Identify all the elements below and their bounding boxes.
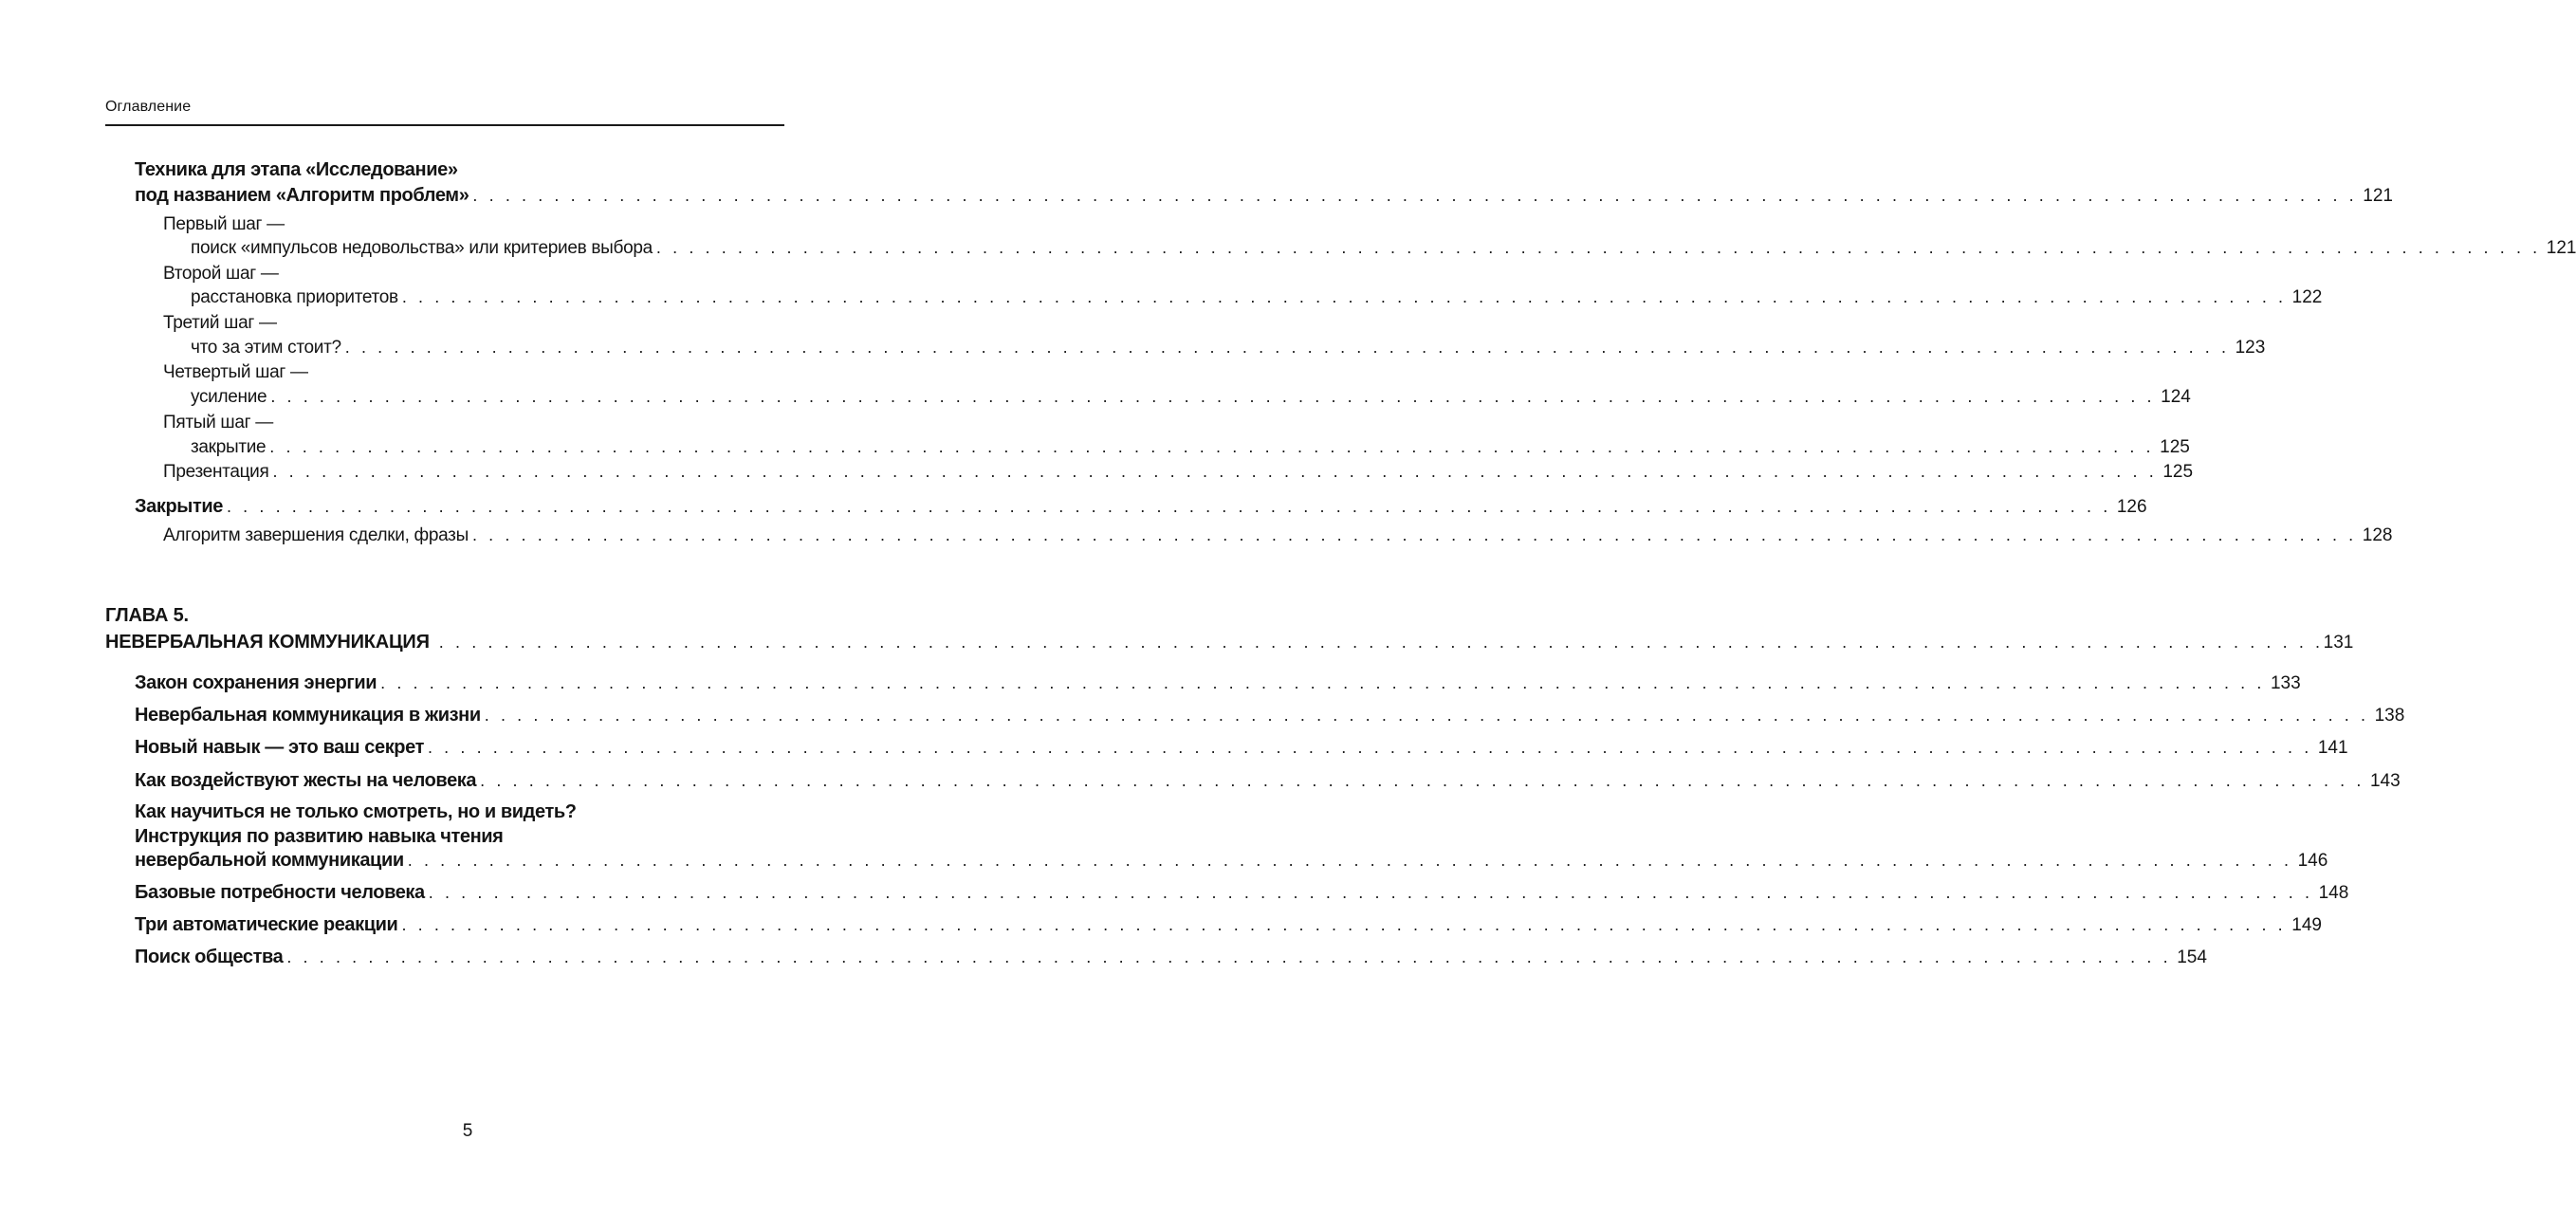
chapter-label	[105, 605, 189, 627]
toc-page-number: 123	[2235, 338, 2266, 358]
toc-page-number: 143	[2369, 771, 2401, 791]
toc-subheading-line	[163, 264, 279, 285]
toc-entry-text: Второй шаг —	[163, 264, 279, 284]
toc-entry-text: поиск «импульсов недовольства» или критериев выбора	[191, 238, 653, 258]
dot-leader: . . . . . . . . . . . . . . . . . . . . . . . . . . . . . . . . . . . . . . . . . . . . . . . . . . . . . . . . . . . . . . . . . . . . . . . . . . . . . . . . . . . . . . . . . . . . . . . . . . . . . . . . . . . . . . . . . . . .	[272, 462, 2158, 481]
dot-leader: . . . . . . . . . . . . . . . . . . . . . . . . . . . . . . . . . . . . . . . . . . . . . . . . . . . . . . . . . . . . . . . . . . . . . . . . . . . . . . . . . . . . . . . . . . . . . . . . . . . . . . . . . . . . . . . . . . . .	[438, 633, 2324, 652]
toc-entry-text: закрытие	[191, 437, 267, 457]
dot-leader: . . . . . . . . . . . . . . . . . . . . . . . . . . . . . . . . . . . . . . . . . . . . . . . . . . . . . . . . . . . . . . . . . . . . . . . . . . . . . . . . . . . . . . . . . . . . . . . . . . . . . . . . . . . . . . . . . . . .	[269, 437, 2155, 456]
toc-page-number: 149	[2291, 915, 2322, 935]
toc-entry-text: Как воздействуют жесты на человека	[135, 770, 477, 791]
dot-leader: . . . . . . . . . . . . . . . . . . . . . . . . . . . . . . . . . . . . . . . . . . . . . . . . . . . . . . . . . . . . . . . . . . . . . . . . . . . . . . . . . . . . . . . . . . . . . . . . . . . . . . . . . . . . . . . . . . . .	[427, 738, 2312, 757]
toc-page-number: 121	[2363, 186, 2393, 206]
toc-entry	[191, 287, 2323, 308]
toc-entry	[135, 185, 2393, 207]
toc-entry-text: Алгоритм завершения сделки, фразы	[163, 525, 469, 545]
dot-leader: . . . . . . . . . . . . . . . . . . . . . . . . . . . . . . . . . . . . . . . . . . . . . . . . . . . . . . . . . . . . . . . . . . . . . . . . . . . . . . . . . . . . . . . . . . . . . . . . . . . . . . . . . . . . . . . . . . . .	[401, 287, 2287, 306]
toc-page-number: 148	[2318, 883, 2349, 903]
toc-entry	[135, 850, 2328, 872]
dot-leader: . . . . . . . . . . . . . . . . . . . . . . . . . . . . . . . . . . . . . . . . . . . . . . . . . . . . . . . . . . . . . . . . . . . . . . . . . . . . . . . . . . . . . . . . . . . . . . . . . . . . . . . . . . . . . . . . . . . .	[428, 883, 2313, 902]
toc-entry-text: Первый шаг —	[163, 214, 285, 234]
toc-entry-text: Три автоматические реакции	[135, 914, 398, 935]
dot-leader: . . . . . . . . . . . . . . . . . . . . . . . . . . . . . . . . . . . . . . . . . . . . . . . . . . . . . . . . . . . . . . . . . . . . . . . . . . . . . . . . . . . . . . . . . . . . . . . . . . . . . . . . . . . . . . . . . . . .	[471, 525, 2357, 544]
toc-page-number: 131	[2323, 633, 2354, 653]
toc-entry	[191, 238, 2576, 259]
dot-leader: . . . . . . . . . . . . . . . . . . . . . . . . . . . . . . . . . . . . . . . . . . . . . . . . . . . . . . . . . . . . . . . . . . . . . . . . . . . . . . . . . . . . . . . . . . . . . . . . . . . . . . . . . . . . . . . . . . . .	[407, 851, 2292, 870]
toc-entry	[163, 525, 2393, 546]
toc-page-number: 125	[2160, 437, 2190, 457]
toc-page-number: 138	[2374, 706, 2405, 726]
toc-entry	[135, 947, 2207, 968]
toc-entry	[135, 770, 2401, 792]
toc-entry-text: Третий шаг —	[163, 313, 277, 333]
toc-entry-text: усиление	[191, 387, 267, 407]
toc-entry	[135, 672, 2301, 694]
toc-page-number: 124	[2161, 387, 2191, 407]
toc-subheading-line	[163, 214, 285, 235]
toc-page-number: 126	[2116, 497, 2147, 517]
toc-heading-line	[135, 826, 503, 848]
running-header: Оглавление	[105, 99, 192, 115]
chapter-title-entry	[105, 632, 2354, 653]
dot-leader: . . . . . . . . . . . . . . . . . . . . . . . . . . . . . . . . . . . . . . . . . . . . . . . . . . . . . . . . . . . . . . . . . . . . . . . . . . . . . . . . . . . . . . . . . . . . . . . . . . . . . . . . . . . . . . . . . . . .	[380, 673, 2265, 692]
toc-entry	[135, 914, 2322, 936]
toc-subheading-line	[163, 313, 277, 334]
toc-page-number: 146	[2297, 851, 2328, 871]
toc-heading-line	[135, 801, 577, 823]
dot-leader: . . . . . . . . . . . . . . . . . . . . . . . . . . . . . . . . . . . . . . . . . . . . . . . . . . . . . . . . . . . . . . . . . . . . . . . . . . . . . . . . . . . . . . . . . . . . . . . . . . . . . . . . . . . . . . . . . . . .	[472, 186, 2358, 205]
toc-entry-text: Поиск общества	[135, 947, 284, 967]
toc-entry	[135, 496, 2147, 518]
page-number: 5	[462, 1121, 473, 1141]
toc-entry-text: НЕВЕРБАЛЬНАЯ КОММУНИКАЦИЯ	[105, 632, 430, 653]
toc-entry-text: ГЛАВА 5.	[105, 605, 189, 626]
toc-entry-text: Закон сохранения энергии	[135, 672, 377, 693]
toc-heading-line	[135, 159, 458, 181]
dot-leader: . . . . . . . . . . . . . . . . . . . . . . . . . . . . . . . . . . . . . . . . . . . . . . . . . . . . . . . . . . . . . . . . . . . . . . . . . . . . . . . . . . . . . . . . . . . . . . . . . . . . . . . . . . . . . . . . . . . .	[401, 915, 2287, 934]
toc-subheading-line	[163, 362, 308, 383]
toc-entry	[135, 705, 2405, 726]
toc-entry	[191, 338, 2266, 359]
toc-entry	[191, 437, 2190, 458]
toc-entry-text: Презентация	[163, 462, 269, 482]
toc-entry-text: Невербальная коммуникация в жизни	[135, 705, 481, 726]
toc-entry-text: расстановка приоритетов	[191, 287, 398, 307]
header-rule	[105, 124, 784, 126]
toc-page-number: 128	[2362, 525, 2393, 545]
dot-leader: . . . . . . . . . . . . . . . . . . . . . . . . . . . . . . . . . . . . . . . . . . . . . . . . . . . . . . . . . . . . . . . . . . . . . . . . . . . . . . . . . . . . . . . . . . . . . . . . . . . . . . . . . . . . . . . . . . . .	[655, 238, 2541, 257]
dot-leader: . . . . . . . . . . . . . . . . . . . . . . . . . . . . . . . . . . . . . . . . . . . . . . . . . . . . . . . . . . . . . . . . . . . . . . . . . . . . . . . . . . . . . . . . . . . . . . . . . . . . . . . . . . . . . . . . . . . .	[344, 338, 2230, 357]
dot-leader: . . . . . . . . . . . . . . . . . . . . . . . . . . . . . . . . . . . . . . . . . . . . . . . . . . . . . . . . . . . . . . . . . . . . . . . . . . . . . . . . . . . . . . . . . . . . . . . . . . . . . . . . . . . . . . . . . . . .	[286, 947, 2172, 966]
toc-page-number: 154	[2177, 947, 2207, 967]
toc-entry	[191, 387, 2191, 408]
dot-leader: . . . . . . . . . . . . . . . . . . . . . . . . . . . . . . . . . . . . . . . . . . . . . . . . . . . . . . . . . . . . . . . . . . . . . . . . . . . . . . . . . . . . . . . . . . . . . . . . . . . . . . . . . . . . . . . . . . . .	[480, 771, 2364, 790]
toc-subheading-line	[163, 413, 273, 433]
toc-entry-text: Как научиться не только смотреть, но и видеть?	[135, 801, 577, 822]
toc-page-number: 121	[2546, 238, 2576, 258]
toc-entry-text: Базовые потребности человека	[135, 882, 425, 903]
toc-entry-text: Новый навык — это ваш секрет	[135, 737, 424, 758]
toc-entry	[135, 882, 2349, 904]
dot-leader: . . . . . . . . . . . . . . . . . . . . . . . . . . . . . . . . . . . . . . . . . . . . . . . . . . . . . . . . . . . . . . . . . . . . . . . . . . . . . . . . . . . . . . . . . . . . . . . . . . . . . . . . . . . . . . . . . . . .	[226, 497, 2111, 516]
toc-entry-text: под названием «Алгоритм проблем»	[135, 185, 469, 206]
toc-entry-text: что за этим стоит?	[191, 338, 341, 358]
toc-entry-text: невербальной коммуникации	[135, 850, 404, 871]
toc-entry-text: Закрытие	[135, 496, 223, 517]
toc-page-number: 122	[2291, 287, 2323, 307]
toc-entry	[163, 462, 2194, 483]
dot-leader: . . . . . . . . . . . . . . . . . . . . . . . . . . . . . . . . . . . . . . . . . . . . . . . . . . . . . . . . . . . . . . . . . . . . . . . . . . . . . . . . . . . . . . . . . . . . . . . . . . . . . . . . . . . . . . . . . . . .	[270, 387, 2156, 406]
toc-entry-text: Техника для этапа «Исследование»	[135, 159, 458, 180]
toc-page-number: 125	[2162, 462, 2194, 482]
toc-entry-text: Четвертый шаг —	[163, 362, 308, 382]
toc-page-number: 133	[2270, 673, 2301, 693]
toc-page-number: 141	[2317, 738, 2348, 758]
toc-entry-text: Пятый шаг —	[163, 413, 273, 432]
toc-entry	[135, 737, 2348, 759]
dot-leader: . . . . . . . . . . . . . . . . . . . . . . . . . . . . . . . . . . . . . . . . . . . . . . . . . . . . . . . . . . . . . . . . . . . . . . . . . . . . . . . . . . . . . . . . . . . . . . . . . . . . . . . . . . . . . . . . . . . .	[484, 706, 2369, 725]
toc-entry-text: Инструкция по развитию навыка чтения	[135, 826, 504, 847]
